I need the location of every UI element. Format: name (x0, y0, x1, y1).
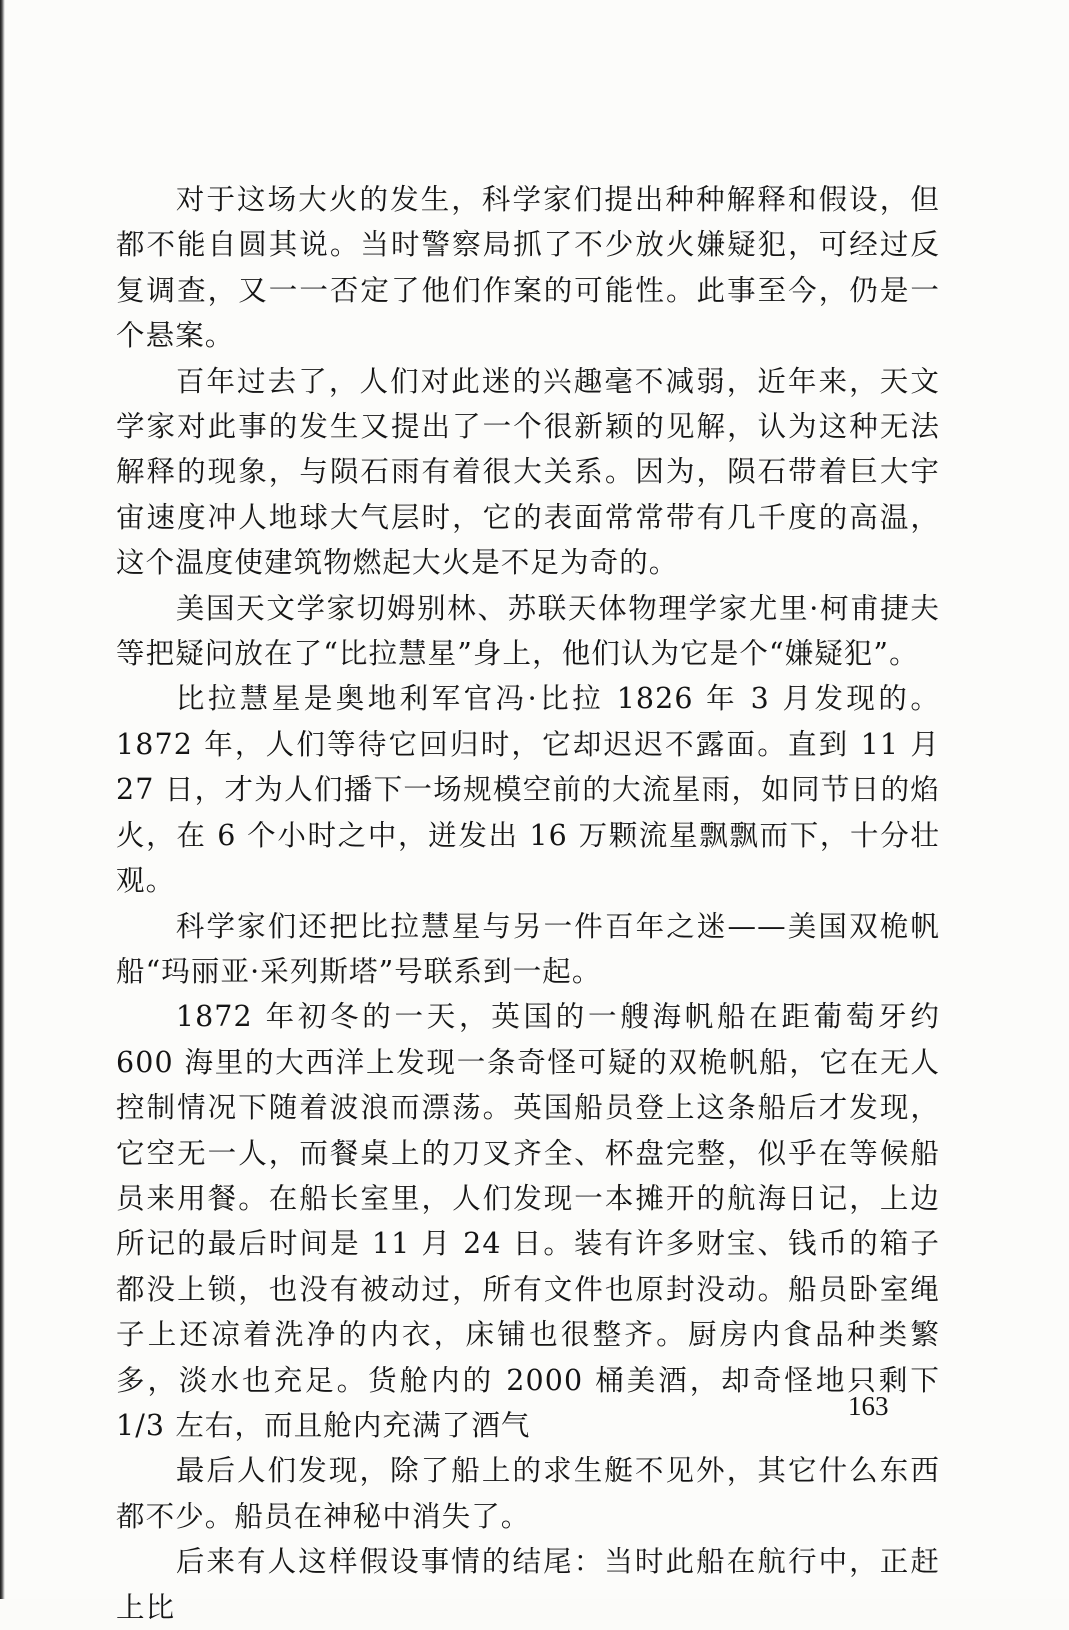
body-text (116, 177, 940, 1630)
paragraph-2: 百年过去了，人们对此迷的兴趣毫不减弱，近年来，天文学家对此事的发生又提出了一个很新颖的见解，认为这种无法解释的现象，与陨石雨有着很大关系。因为，陨石带着巨大宇宙速度冲人地球大气层时，它的表面常常带有几千度的高温，这个温度使建筑物燃起大火是不足为奇的。 (116, 364, 940, 580)
paragraph-5: 科学家们还把比拉慧星与另一件百年之迷——美国双桅帆船“玛丽亚·采列斯塔”号联系到一起。 (116, 909, 940, 988)
page-number: 163 (848, 1391, 889, 1421)
paragraph-4: 比拉慧星是奥地利军官冯·比拉 1826 年 3 月发现的。1872 年，人们等待它回归时，它却迟迟不露面。直到 11 月 27 日，才为人们播下一场规模空前的大流星雨，如同节日的焰火，在 6 个小时之中，迸发出 16 万颗流星飘飘而下，十分壮观。 (116, 682, 940, 898)
paragraph-6: 1872 年初冬的一天，英国的一艘海帆船在距葡萄牙约 600 海里的大西洋上发现一条奇怪可疑的双桅帆船，它在无人控制情况下随着波浪而漂荡。英国船员登上这条船后才发现，它空无一人，而餐桌上的刀叉齐全、杯盘完整，似乎在等候船员来用餐。在船长室里，人们发现一本摊开的航海日记，上边所记的最后时间是 11 月 24 日。装有许多财宝、钱币的箱子都没上锁，也没有被动过，所有文件也原封没动。船员卧室绳子上还凉着洗净的内衣，床铺也很整齐。厨房内食品种类繁多，淡水也充足。货舱内的 2000 桶美酒，却奇怪地只剩下 1/3 左右，而且舱内充满了酒气 (116, 1000, 940, 1442)
paragraph-1: 对于这场大火的发生，科学家们提出种种解释和假设，但都不能自圆其说。当时警察局抓了不少放火嫌疑犯，可经过反复调查，又一一否定了他们作案的可能性。此事至今，仍是一个悬案。 (116, 183, 940, 353)
paragraph-8: 后来有人这样假设事情的结尾：当时此船在航行中，正赶上比 (116, 1545, 940, 1624)
paragraph-7: 最后人们发现，除了船上的求生艇不见外，其它什么东西都不少。船员在神秘中消失了。 (116, 1454, 940, 1533)
paragraph-3: 美国天文学家切姆别林、苏联天体物理学家尤里·柯甫捷夫等把疑问放在了“比拉慧星”身上，他们认为它是个“嫌疑犯”。 (116, 591, 940, 671)
page-binding-edge (0, 0, 5, 1599)
